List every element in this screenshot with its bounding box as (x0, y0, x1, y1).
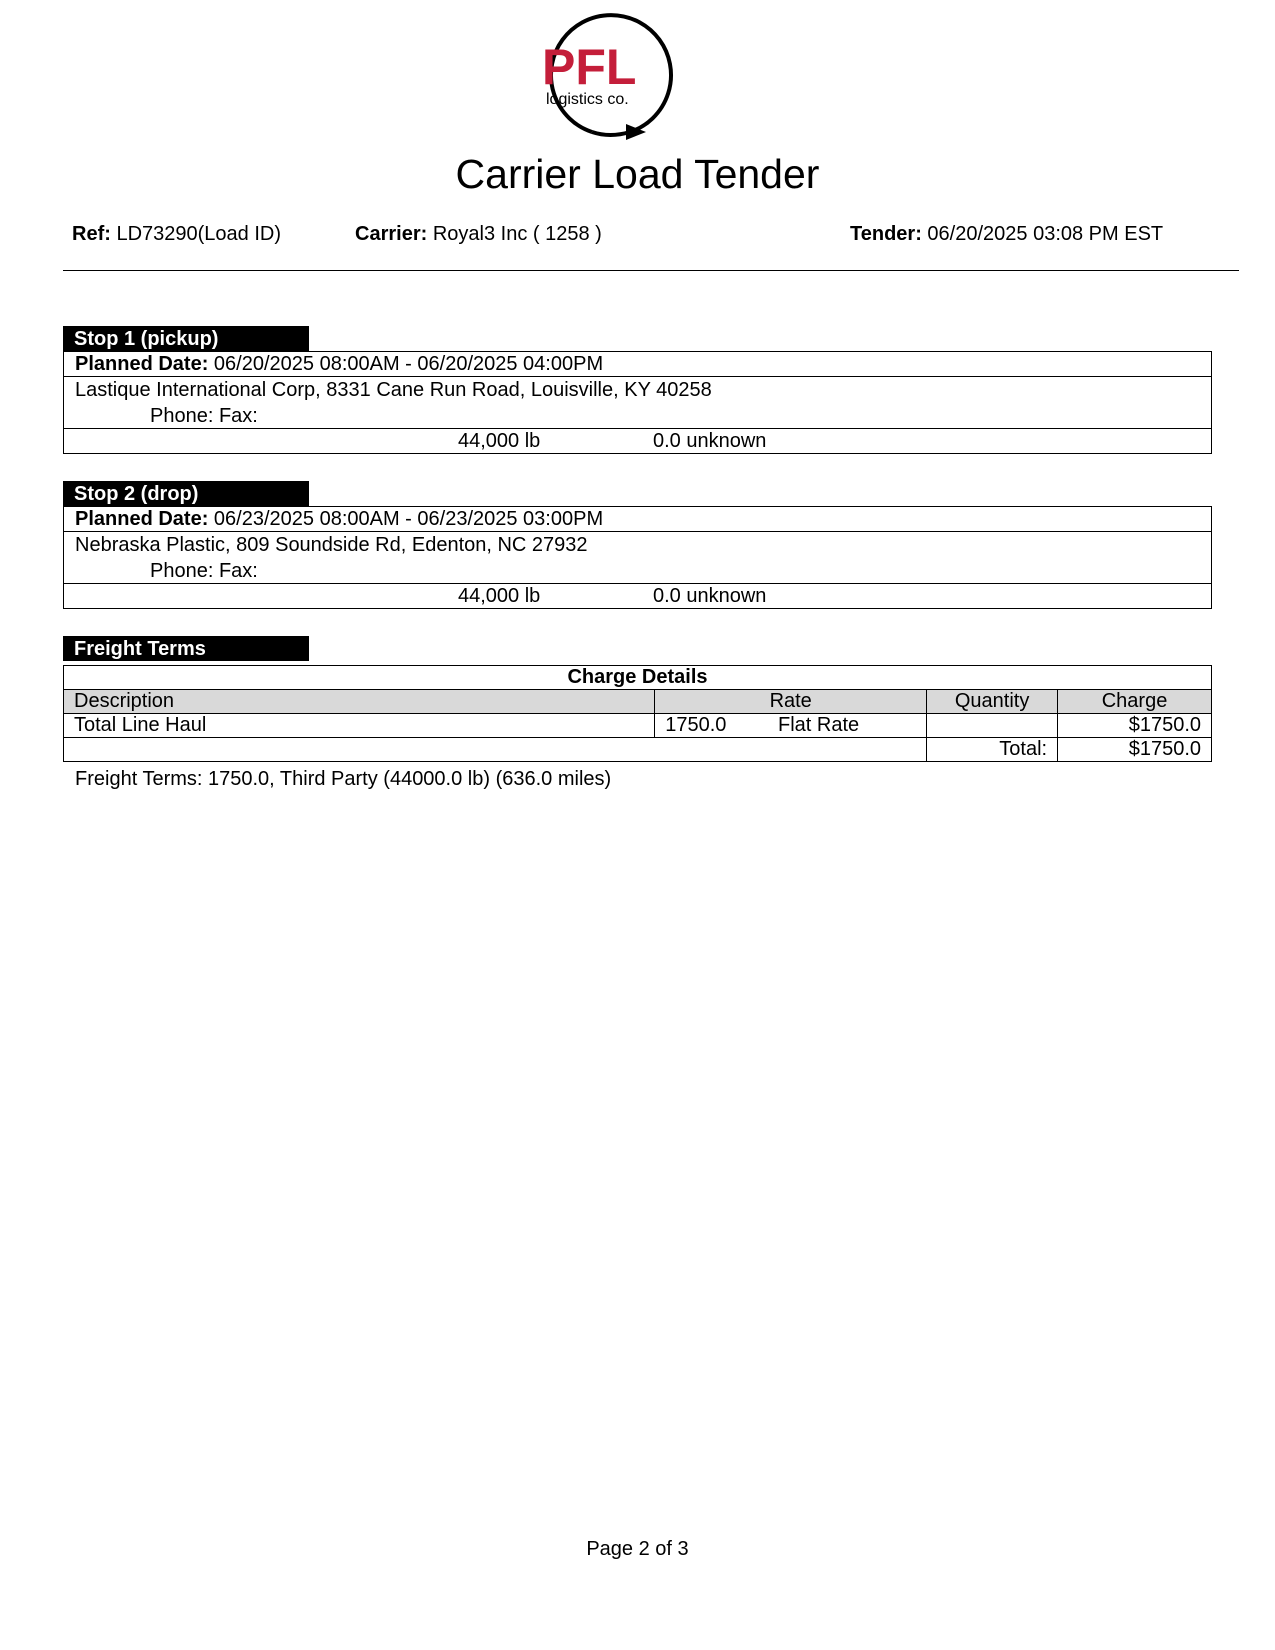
stop-2-title: Stop 2 (drop) (63, 481, 309, 506)
logo-subtitle: logistics co. (546, 91, 629, 108)
row-charge: $1750.0 (1058, 714, 1212, 738)
table-header-row (64, 690, 1212, 714)
stop-2-volume: 0.0 unknown (653, 585, 767, 607)
stop-1-volume: 0.0 unknown (653, 430, 767, 452)
stop-1-planned-row (64, 352, 1211, 377)
stop-2-planned-row (64, 507, 1211, 532)
total-value: $1750.0 (1058, 738, 1212, 762)
table-row (64, 714, 1212, 738)
stop-1-planned-value: 06/20/2025 08:00AM - 06/20/2025 04:00PM (213, 353, 604, 375)
stop-1-address-row (64, 377, 1211, 429)
stop-2-address: Nebraska Plastic, 809 Soundside Rd, Edenton, NC 27932 (75, 534, 588, 556)
ref-value: LD73290(Load ID) (116, 223, 282, 245)
charge-details-table (63, 665, 1212, 762)
tender-value: 06/20/2025 03:08 PM EST (927, 223, 1164, 245)
stop-1-box (63, 351, 1212, 454)
column-header-charge: Charge (1058, 690, 1212, 714)
ref-label: Ref: (72, 223, 111, 245)
stop-2-contact: Phone: Fax: (150, 560, 258, 582)
tender-field (850, 222, 1163, 246)
column-header-quantity: Quantity (927, 690, 1058, 714)
row-description: Total Line Haul (64, 714, 655, 738)
tender-label: Tender: (850, 223, 922, 245)
stop-2-planned-value: 06/23/2025 08:00AM - 06/23/2025 03:00PM (213, 508, 604, 530)
stop-1-load-row (64, 429, 1211, 453)
stop-1-address: Lastique International Corp, 8331 Cane Run Road, Louisville, KY 40258 (75, 379, 712, 401)
row-quantity (927, 714, 1058, 738)
ref-field (72, 222, 281, 246)
freight-terms-text: Freight Terms: 1750.0, Third Party (44000.0 lb) (636.0 miles) (75, 768, 612, 790)
stop-1-planned-label: Planned Date: (75, 353, 209, 375)
carrier-field (355, 222, 602, 246)
total-row-spacer (64, 738, 927, 762)
total-label: Total: (927, 738, 1058, 762)
stop-1-weight: 44,000 lb (458, 430, 541, 452)
column-header-description: Description (64, 690, 655, 714)
page-number: Page 2 of 3 (586, 1538, 689, 1560)
stop-2-address-row (64, 532, 1211, 584)
stop-1-title: Stop 1 (pickup) (63, 326, 309, 351)
stop-2-load-row (64, 584, 1211, 608)
charge-details-title-row (64, 666, 1212, 690)
carrier-value: Royal3 Inc ( 1258 ) (432, 223, 602, 245)
stop-2-box (63, 506, 1212, 609)
stop-1-contact: Phone: Fax: (150, 405, 258, 427)
row-rate-cell (655, 714, 927, 738)
carrier-label: Carrier: (355, 223, 428, 245)
company-logo (530, 12, 680, 148)
stop-2-weight: 44,000 lb (458, 585, 541, 607)
header-divider (63, 270, 1239, 271)
freight-terms-title: Freight Terms (63, 636, 309, 661)
logo-mark: PFL (542, 39, 637, 95)
column-header-rate: Rate (655, 690, 927, 714)
stop-2-planned-label: Planned Date: (75, 508, 209, 530)
total-row (64, 738, 1212, 762)
row-rate: 1750.0 (665, 714, 727, 736)
charge-details-title: Charge Details (64, 666, 1212, 690)
row-rate-type: Flat Rate (777, 714, 860, 736)
page-title: Carrier Load Tender (455, 151, 820, 197)
